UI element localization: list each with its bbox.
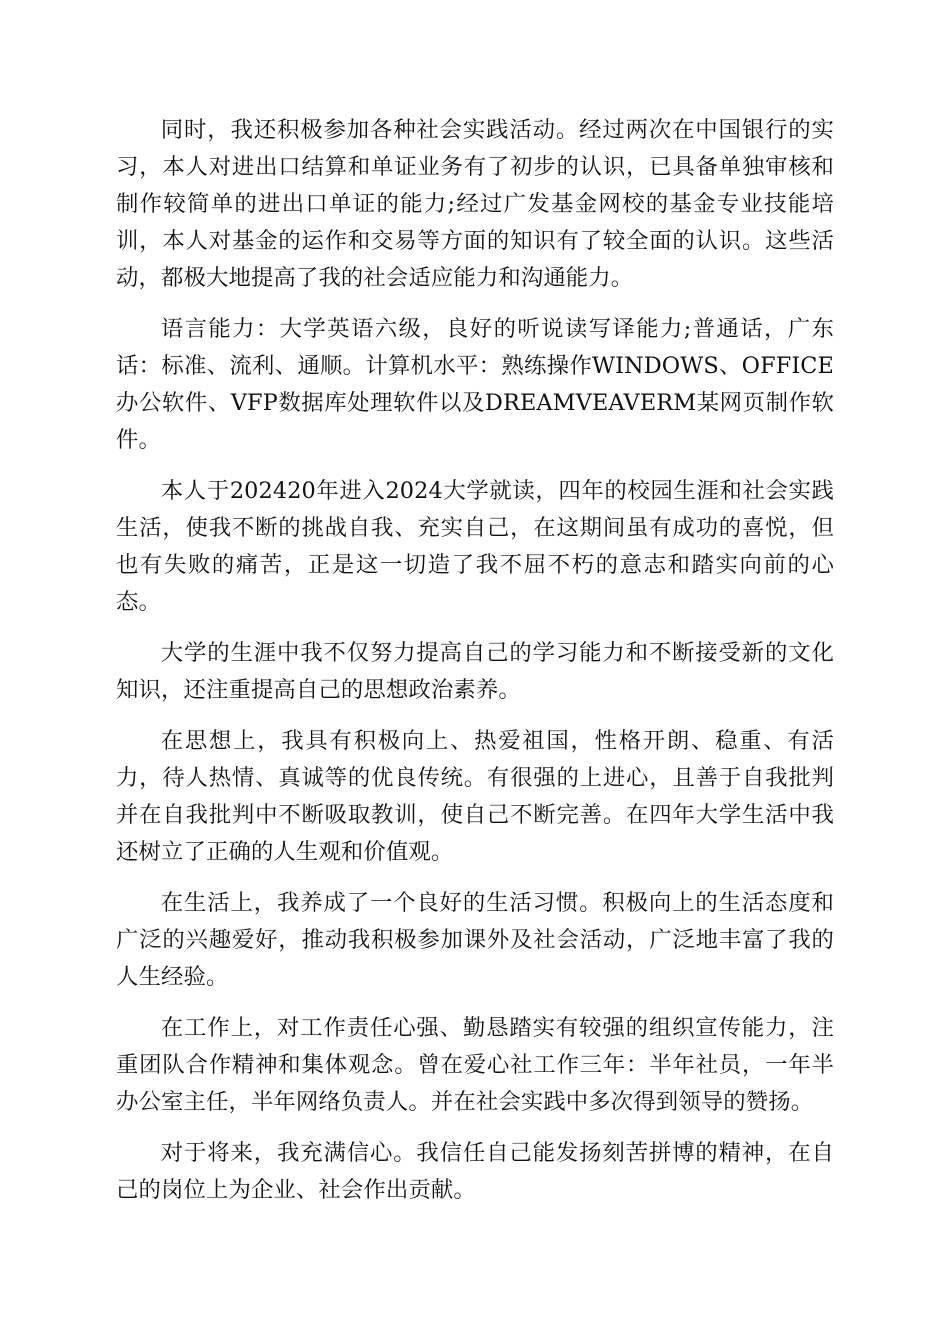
paragraph-life: 在生活上，我养成了一个良好的生活习惯。积极向上的生活态度和广泛的兴趣爱好，推动我积极参加课外及社会活动，广泛地丰富了我的人生经验。 [116, 890, 834, 990]
paragraph-thought: 在思想上，我具有积极向上、热爱祖国，性格开朗、稳重、有活力，待人热情、真诚等的优良传统。有很强的上进心，且善于自我批判并在自我批判中不断吸取教训，使自己不断完善。在四年大学生活中我还树立了正确的人生观和价值观。 [116, 728, 834, 865]
paragraph-university-life: 本人于202420年进入2024大学就读，四年的校园生涯和社会实践生活，使我不断的挑战自我、充实自己，在这期间虽有成功的喜悦，但也有失败的痛苦，正是这一切造了我不屈不朽的意志和踏实向前的心态。 [116, 478, 834, 615]
paragraph-work: 在工作上，对工作责任心强、勤恳踏实有较强的组织宣传能力，注重团队合作精神和集体观念。曾在爱心社工作三年：半年社员，一年半办公室主任，半年网络负责人。并在社会实践中多次得到领导的赞扬。 [116, 1015, 834, 1115]
paragraph-learning: 大学的生涯中我不仅努力提高自己的学习能力和不断接受新的文化知识，还注重提高自己的思想政治素养。 [116, 640, 834, 703]
paragraph-social-practice: 同时，我还积极参加各种社会实践活动。经过两次在中国银行的实习，本人对进出口结算和单证业务有了初步的认识，已具备单独审核和制作较简单的进出口单证的能力;经过广发基金网校的基金专业技能培训，本人对基金的运作和交易等方面的知识有了较全面的认识。这些活动，都极大地提高了我的社会适应能力和沟通能力。 [116, 117, 834, 291]
document-body [116, 112, 834, 1209]
paragraph-language-skills: 语言能力：大学英语六级，良好的听说读写译能力;普通话，广东话：标准、流利、通顺。计算机水平：熟练操作WINDOWS、OFFICE办公软件、VFP数据库处理软件以及DREAMVEAVERM某网页制作软件。 [116, 316, 834, 453]
paragraph-future: 对于将来，我充满信心。我信任自己能发扬刻苦拼博的精神，在自己的岗位上为企业、社会作出贡献。 [116, 1140, 834, 1203]
